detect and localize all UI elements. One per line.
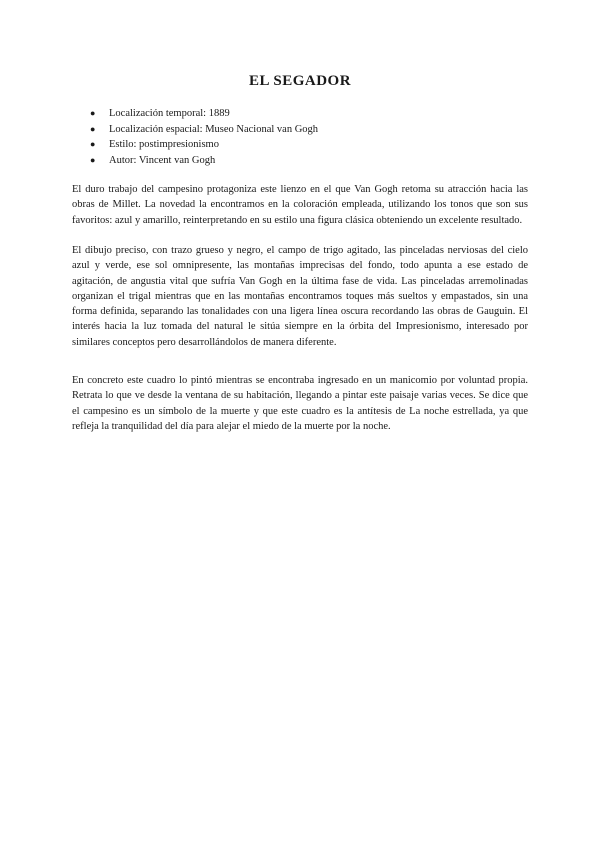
list-item	[90, 106, 520, 122]
bullet-icon: ●	[90, 139, 96, 149]
list-item	[90, 153, 520, 169]
paragraph-technique: El dibujo preciso, con trazo grueso y negro, el campo de trigo agitado, las pinceladas nerviosas del cielo azul y verde, ese sol omnipresente, las montañas imprecisas del fondo, todo apunta a ese estado de agitación, de angustia vital que sufría Van Gogh en la última fase de vida. Las pinceladas arremolinadas organizan el trigal mientras que en las montañas encontramos toques más sueltos y empastados, sin una forma definida, separando las tonalidades con una ligera línea oscura recordando las obras de Gauguin. El interés hacia la luz tomada del natural le sitúa siempre en la órbita del Impresionismo, interesado por similares conceptos pero desarrollándolos de manera diferente.	[72, 245, 528, 348]
temporal-location: Localización temporal: 1889	[109, 108, 230, 119]
list-item	[90, 137, 520, 153]
paragraph-context: En concreto este cuadro lo pintó mientras se encontraba ingresado en un manicomio por voluntad propia. Retrata lo que ve desde la ventana de su habitación, llegando a pintar este paisaje varias veces. Se dice que el campesino es un símbolo de la muerte y que este cuadro es la antítesis de La noche estrellada, ya que refleja la tranquilidad del día para alejar el miedo de la muerte por la noche.	[72, 375, 528, 432]
bullet-icon: ●	[90, 154, 96, 165]
document-title: EL SEGADOR	[248, 73, 352, 89]
author: Autor: Vincent van Gogh	[109, 154, 216, 166]
spatial-location: Localización espacial: Museo Nacional van Gogh	[109, 123, 319, 135]
paragraph-intro: El duro trabajo del campesino protagoniza este lienzo en el que Van Gogh retoma su atracción hacia las obras de Millet. La novedad la encontramos en la coloración empleada, utilizando los tonos que son sus favoritos: azul y amarillo, reinterpretando en su estilo una figura clásica obteniendo un excelente resultado.	[72, 184, 528, 226]
style: Estilo: postimpresionismo	[109, 139, 219, 150]
bullet-icon: ●	[90, 123, 96, 134]
list-item	[90, 122, 520, 138]
bullet-icon: ●	[90, 108, 96, 118]
artwork-details-list	[90, 106, 520, 168]
